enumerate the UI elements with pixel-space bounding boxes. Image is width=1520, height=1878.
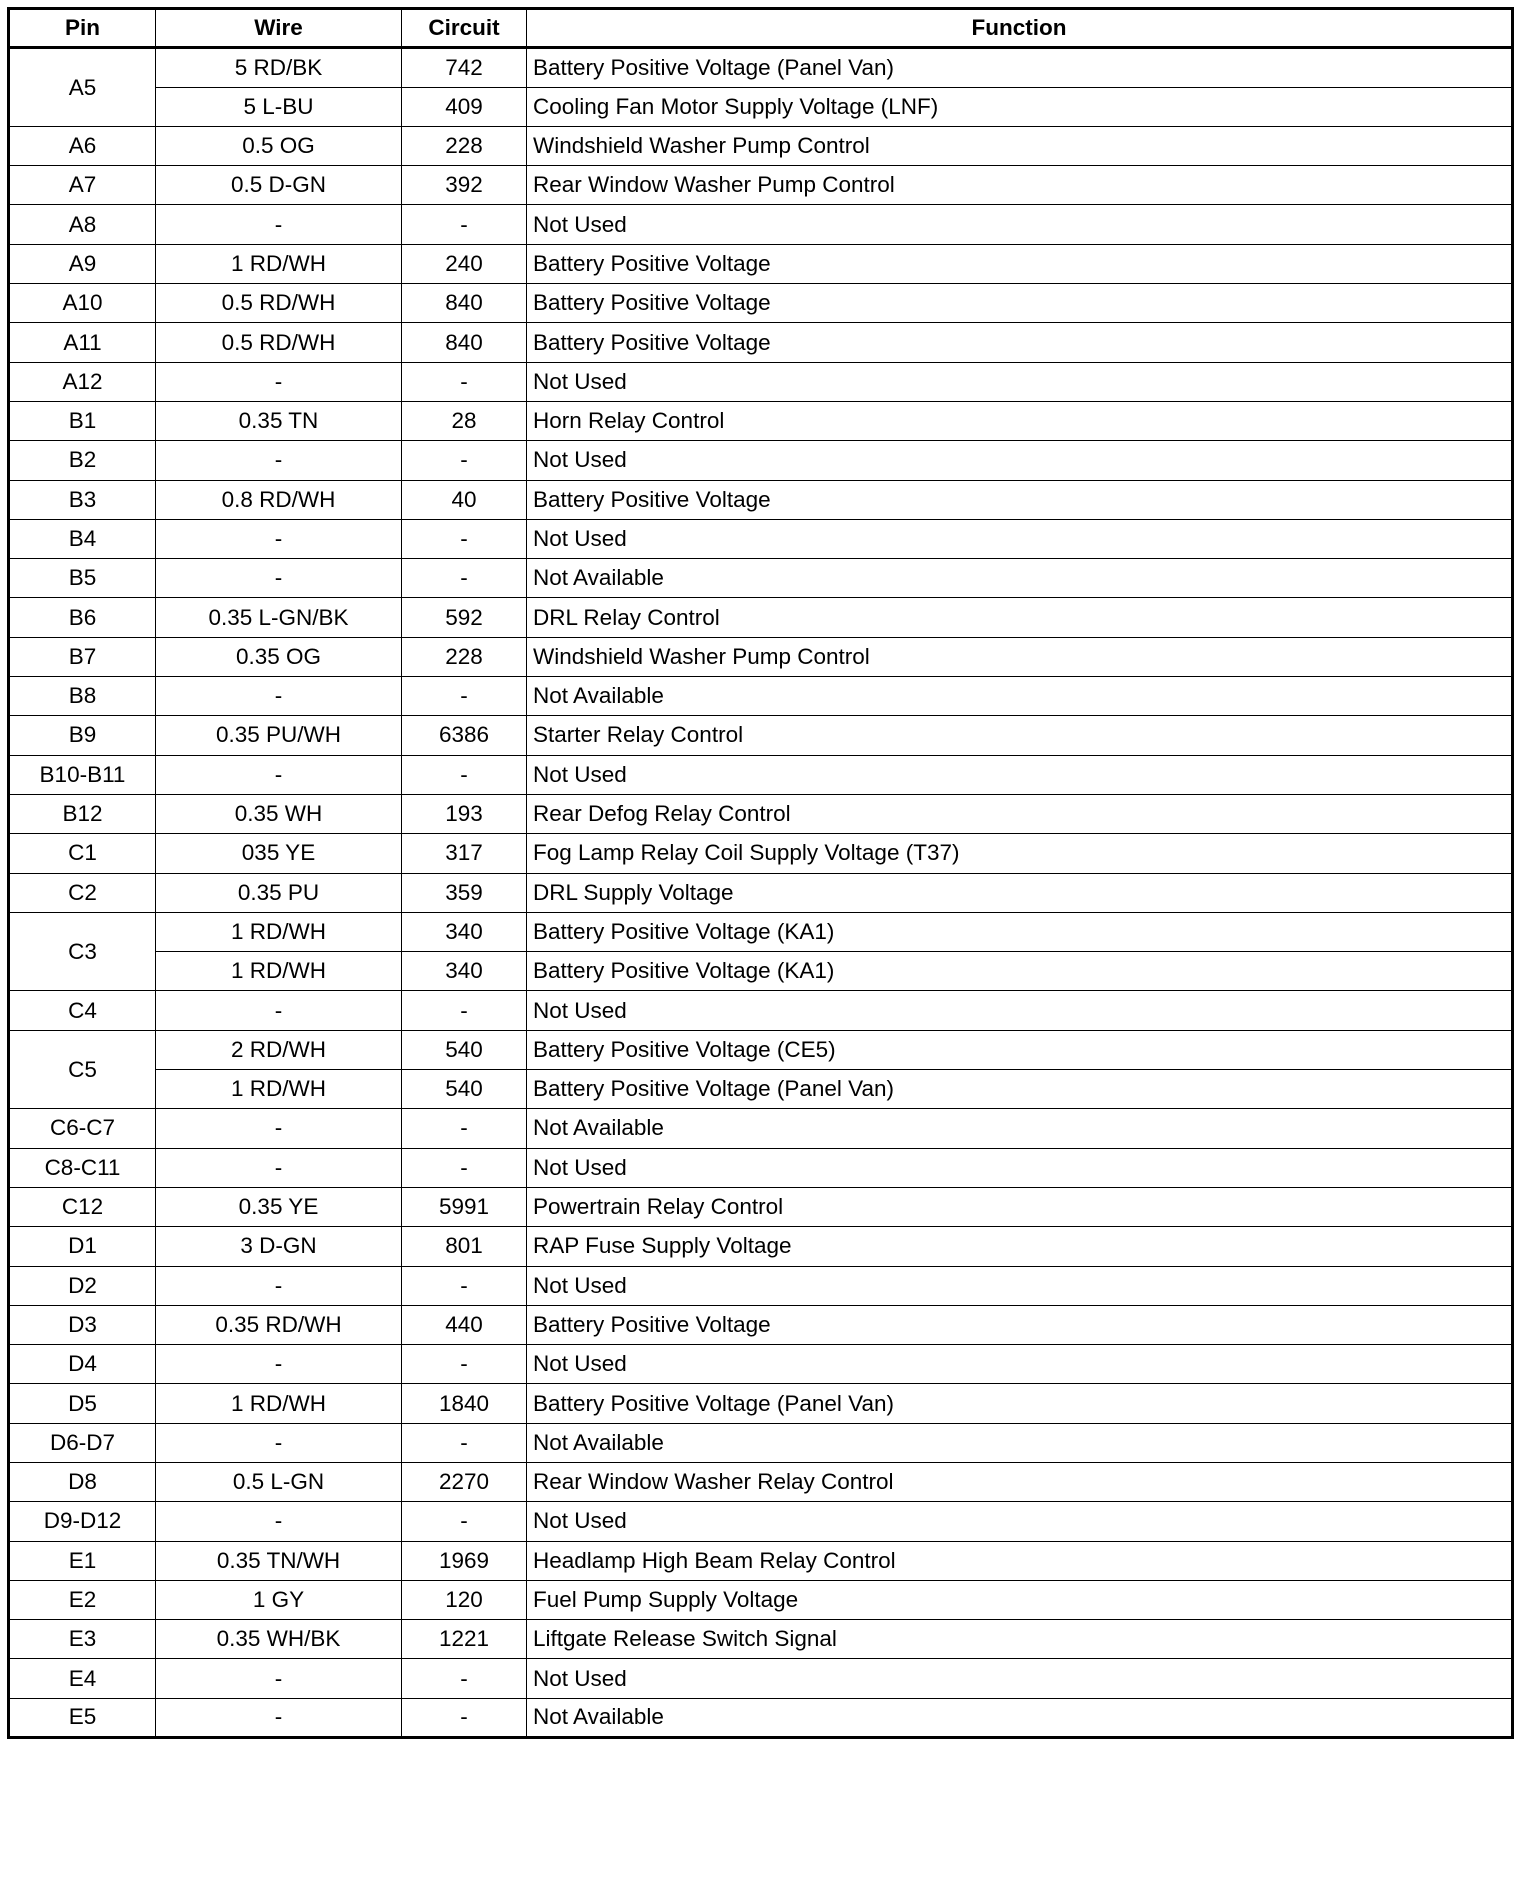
pin-cell: B12 (9, 794, 156, 833)
wire-cell: 0.35 WH (156, 794, 402, 833)
wire-cell: - (156, 991, 402, 1030)
pin-cell: D3 (9, 1305, 156, 1344)
table-row (9, 441, 1513, 480)
pin-cell: B5 (9, 559, 156, 598)
circuit-cell: - (402, 1423, 527, 1462)
pin-cell: A7 (9, 166, 156, 205)
function-cell: Fog Lamp Relay Coil Supply Voltage (T37) (527, 834, 1513, 873)
table-body (9, 48, 1513, 1738)
circuit-cell: - (402, 559, 527, 598)
pin-cell: E2 (9, 1580, 156, 1619)
circuit-cell: 840 (402, 284, 527, 323)
pin-cell: C2 (9, 873, 156, 912)
pin-cell: D2 (9, 1266, 156, 1305)
wire-cell: - (156, 1502, 402, 1541)
table-row (9, 362, 1513, 401)
circuit-cell: 359 (402, 873, 527, 912)
pin-cell: B8 (9, 677, 156, 716)
function-cell: Not Available (527, 1698, 1513, 1737)
header-pin: Pin (9, 9, 156, 48)
table-row (9, 1266, 1513, 1305)
function-cell: Battery Positive Voltage (527, 1305, 1513, 1344)
function-cell: Not Used (527, 755, 1513, 794)
pin-cell: C4 (9, 991, 156, 1030)
function-cell: Liftgate Release Switch Signal (527, 1620, 1513, 1659)
function-cell: Not Used (527, 441, 1513, 480)
wire-cell: 1 RD/WH (156, 952, 402, 991)
pin-cell: A10 (9, 284, 156, 323)
table-row (9, 284, 1513, 323)
wire-cell: 1 RD/WH (156, 912, 402, 951)
circuit-cell: 28 (402, 401, 527, 440)
circuit-cell: 6386 (402, 716, 527, 755)
function-cell: Battery Positive Voltage (KA1) (527, 952, 1513, 991)
wire-cell: 0.35 OG (156, 637, 402, 676)
wire-cell: 035 YE (156, 834, 402, 873)
table-row (9, 1070, 1513, 1109)
wire-cell: 0.8 RD/WH (156, 480, 402, 519)
wire-cell: 0.35 TN/WH (156, 1541, 402, 1580)
function-cell: Not Used (527, 362, 1513, 401)
wire-cell: - (156, 1266, 402, 1305)
wire-cell: 0.35 WH/BK (156, 1620, 402, 1659)
pin-cell: C1 (9, 834, 156, 873)
circuit-cell: - (402, 1659, 527, 1698)
circuit-cell: 840 (402, 323, 527, 362)
circuit-cell: - (402, 1148, 527, 1187)
pin-cell: A5 (9, 48, 156, 127)
function-cell: Not Used (527, 1659, 1513, 1698)
table-row (9, 1187, 1513, 1226)
pin-cell: C3 (9, 912, 156, 991)
table-row (9, 1109, 1513, 1148)
table-row (9, 755, 1513, 794)
pin-cell: B4 (9, 519, 156, 558)
circuit-cell: - (402, 1266, 527, 1305)
table-row (9, 1462, 1513, 1501)
wire-cell: 0.35 TN (156, 401, 402, 440)
pin-cell: C12 (9, 1187, 156, 1226)
table-row (9, 1345, 1513, 1384)
function-cell: Not Used (527, 1266, 1513, 1305)
wire-cell: 0.5 RD/WH (156, 323, 402, 362)
wire-cell: - (156, 1345, 402, 1384)
function-cell: Not Used (527, 1345, 1513, 1384)
wire-cell: - (156, 1109, 402, 1148)
pin-cell: C8-C11 (9, 1148, 156, 1187)
table-row (9, 1148, 1513, 1187)
table-row (9, 912, 1513, 951)
table-row (9, 323, 1513, 362)
function-cell: Not Used (527, 1148, 1513, 1187)
wire-cell: 0.5 L-GN (156, 1462, 402, 1501)
circuit-cell: 1969 (402, 1541, 527, 1580)
wire-cell: 0.35 PU (156, 873, 402, 912)
table-row (9, 559, 1513, 598)
pin-cell: E3 (9, 1620, 156, 1659)
function-cell: Battery Positive Voltage (Panel Van) (527, 48, 1513, 87)
table-row (9, 1030, 1513, 1069)
wire-cell: - (156, 519, 402, 558)
function-cell: Not Used (527, 1502, 1513, 1541)
function-cell: Battery Positive Voltage (527, 480, 1513, 519)
function-cell: Cooling Fan Motor Supply Voltage (LNF) (527, 87, 1513, 126)
circuit-cell: 317 (402, 834, 527, 873)
wire-cell: 0.5 RD/WH (156, 284, 402, 323)
wire-cell: 0.5 OG (156, 126, 402, 165)
circuit-cell: 742 (402, 48, 527, 87)
circuit-cell: 540 (402, 1070, 527, 1109)
pin-cell: A9 (9, 244, 156, 283)
circuit-cell: 340 (402, 912, 527, 951)
circuit-cell: 592 (402, 598, 527, 637)
circuit-cell: 40 (402, 480, 527, 519)
wire-cell: 0.5 D-GN (156, 166, 402, 205)
wire-cell: 2 RD/WH (156, 1030, 402, 1069)
circuit-cell: 409 (402, 87, 527, 126)
function-cell: DRL Relay Control (527, 598, 1513, 637)
wire-cell: 0.35 L-GN/BK (156, 598, 402, 637)
table-row (9, 952, 1513, 991)
function-cell: Windshield Washer Pump Control (527, 126, 1513, 165)
pin-cell: C5 (9, 1030, 156, 1109)
function-cell: Not Available (527, 1423, 1513, 1462)
wire-cell: 0.35 RD/WH (156, 1305, 402, 1344)
pin-cell: E4 (9, 1659, 156, 1698)
wire-cell: 1 GY (156, 1580, 402, 1619)
function-cell: Not Available (527, 677, 1513, 716)
pin-cell: B3 (9, 480, 156, 519)
function-cell: Battery Positive Voltage (CE5) (527, 1030, 1513, 1069)
function-cell: Battery Positive Voltage (527, 284, 1513, 323)
table-row (9, 205, 1513, 244)
circuit-cell: - (402, 205, 527, 244)
circuit-cell: - (402, 1502, 527, 1541)
table-row (9, 166, 1513, 205)
function-cell: Rear Window Washer Pump Control (527, 166, 1513, 205)
table-row (9, 1423, 1513, 1462)
function-cell: Not Available (527, 559, 1513, 598)
circuit-cell: 228 (402, 637, 527, 676)
circuit-cell: - (402, 991, 527, 1030)
table-row (9, 519, 1513, 558)
wire-cell: - (156, 362, 402, 401)
circuit-cell: 5991 (402, 1187, 527, 1226)
function-cell: Battery Positive Voltage (KA1) (527, 912, 1513, 951)
function-cell: Battery Positive Voltage (527, 323, 1513, 362)
circuit-cell: - (402, 519, 527, 558)
function-cell: Starter Relay Control (527, 716, 1513, 755)
table-row (9, 1541, 1513, 1580)
wire-cell: - (156, 205, 402, 244)
table-row (9, 87, 1513, 126)
wire-cell: 0.35 PU/WH (156, 716, 402, 755)
function-cell: Rear Defog Relay Control (527, 794, 1513, 833)
circuit-cell: - (402, 1345, 527, 1384)
pin-cell: D8 (9, 1462, 156, 1501)
circuit-cell: 540 (402, 1030, 527, 1069)
function-cell: Battery Positive Voltage (Panel Van) (527, 1384, 1513, 1423)
circuit-cell: - (402, 1109, 527, 1148)
function-cell: Not Used (527, 519, 1513, 558)
connector-pinout-table (7, 7, 1514, 1739)
function-cell: Not Available (527, 1109, 1513, 1148)
circuit-cell: 240 (402, 244, 527, 283)
pin-cell: B6 (9, 598, 156, 637)
circuit-cell: 340 (402, 952, 527, 991)
pin-cell: D4 (9, 1345, 156, 1384)
wire-cell: - (156, 1698, 402, 1737)
table-row (9, 126, 1513, 165)
wire-cell: 1 RD/WH (156, 1384, 402, 1423)
circuit-cell: 440 (402, 1305, 527, 1344)
pin-cell: A6 (9, 126, 156, 165)
pin-cell: A11 (9, 323, 156, 362)
table-row (9, 1659, 1513, 1698)
function-cell: DRL Supply Voltage (527, 873, 1513, 912)
function-cell: Rear Window Washer Relay Control (527, 1462, 1513, 1501)
table-row (9, 637, 1513, 676)
header-circuit: Circuit (402, 9, 527, 48)
function-cell: Horn Relay Control (527, 401, 1513, 440)
wire-cell: 1 RD/WH (156, 244, 402, 283)
circuit-cell: - (402, 441, 527, 480)
wire-cell: 5 L-BU (156, 87, 402, 126)
wire-cell: 5 RD/BK (156, 48, 402, 87)
table-row (9, 480, 1513, 519)
function-cell: Powertrain Relay Control (527, 1187, 1513, 1226)
function-cell: Headlamp High Beam Relay Control (527, 1541, 1513, 1580)
function-cell: Battery Positive Voltage (527, 244, 1513, 283)
circuit-cell: 193 (402, 794, 527, 833)
table-row (9, 244, 1513, 283)
pin-cell: E1 (9, 1541, 156, 1580)
wire-cell: 3 D-GN (156, 1227, 402, 1266)
table-row (9, 1502, 1513, 1541)
wire-cell: 1 RD/WH (156, 1070, 402, 1109)
function-cell: Not Used (527, 205, 1513, 244)
table-row (9, 1698, 1513, 1737)
pin-cell: B7 (9, 637, 156, 676)
wire-cell: - (156, 441, 402, 480)
pin-cell: B9 (9, 716, 156, 755)
wire-cell: - (156, 755, 402, 794)
wire-cell: 0.35 YE (156, 1187, 402, 1226)
pin-cell: B2 (9, 441, 156, 480)
table-row (9, 1620, 1513, 1659)
wire-cell: - (156, 1423, 402, 1462)
table-row (9, 1384, 1513, 1423)
table-row (9, 48, 1513, 87)
function-cell: Battery Positive Voltage (Panel Van) (527, 1070, 1513, 1109)
table-row (9, 677, 1513, 716)
function-cell: Windshield Washer Pump Control (527, 637, 1513, 676)
pin-cell: A12 (9, 362, 156, 401)
wire-cell: - (156, 677, 402, 716)
pin-cell: D6-D7 (9, 1423, 156, 1462)
table-row (9, 401, 1513, 440)
table-header-row (9, 9, 1513, 48)
circuit-cell: 392 (402, 166, 527, 205)
header-function: Function (527, 9, 1513, 48)
pin-cell: D1 (9, 1227, 156, 1266)
pin-cell: B10-B11 (9, 755, 156, 794)
circuit-cell: - (402, 677, 527, 716)
pin-cell: E5 (9, 1698, 156, 1737)
table-row (9, 834, 1513, 873)
pin-cell: B1 (9, 401, 156, 440)
pin-cell: C6-C7 (9, 1109, 156, 1148)
circuit-cell: 228 (402, 126, 527, 165)
table-row (9, 991, 1513, 1030)
table-row (9, 794, 1513, 833)
table-row (9, 1580, 1513, 1619)
circuit-cell: 2270 (402, 1462, 527, 1501)
table-row (9, 1227, 1513, 1266)
function-cell: Not Used (527, 991, 1513, 1030)
pin-cell: A8 (9, 205, 156, 244)
table-row (9, 1305, 1513, 1344)
circuit-cell: - (402, 1698, 527, 1737)
function-cell: Fuel Pump Supply Voltage (527, 1580, 1513, 1619)
circuit-cell: 120 (402, 1580, 527, 1619)
circuit-cell: 801 (402, 1227, 527, 1266)
pin-cell: D9-D12 (9, 1502, 156, 1541)
header-wire: Wire (156, 9, 402, 48)
table-row (9, 873, 1513, 912)
table-row (9, 716, 1513, 755)
circuit-cell: - (402, 362, 527, 401)
function-cell: RAP Fuse Supply Voltage (527, 1227, 1513, 1266)
circuit-cell: 1221 (402, 1620, 527, 1659)
wire-cell: - (156, 1659, 402, 1698)
circuit-cell: - (402, 755, 527, 794)
wire-cell: - (156, 1148, 402, 1187)
table-row (9, 598, 1513, 637)
pin-cell: D5 (9, 1384, 156, 1423)
circuit-cell: 1840 (402, 1384, 527, 1423)
wire-cell: - (156, 559, 402, 598)
